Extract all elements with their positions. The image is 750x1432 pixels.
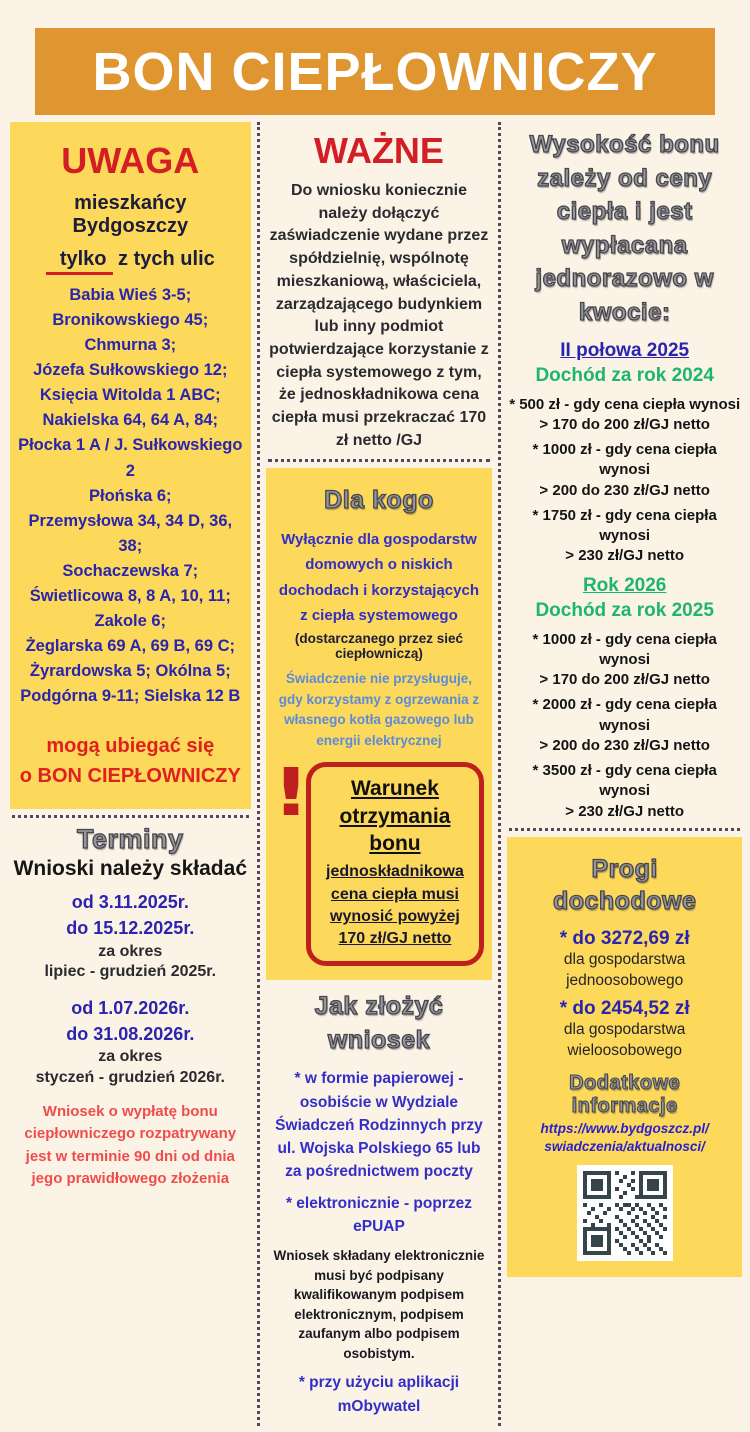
street-list (16, 283, 245, 709)
street-item: Księcia Witolda 1 ABC; (39, 386, 221, 405)
progi-panel (507, 837, 742, 1277)
period-2025-income: Dochód za rok 2024 (535, 364, 714, 386)
qr-code-image (577, 1165, 673, 1261)
vertical-divider (498, 122, 501, 1426)
threshold1-desc (515, 950, 734, 992)
processing-note: Wniosek o wypłatę bonu ciepłowniczego rozpatrywany jest w terminie 90 dni od dnia jego prawidłowego złożenia (24, 1102, 237, 1188)
submit-option-epuap: * elektronicznie - poprzez ePUAP (285, 1194, 472, 1235)
dla-kogo-panel (266, 468, 493, 980)
period-2025-title: II połowa 2025 (560, 339, 690, 361)
subtitle2-rest: z tych ulic (112, 248, 215, 270)
tier-range: > 170 do 200 zł/GJ netto (539, 671, 710, 689)
tier-row (507, 506, 742, 567)
tier-amount: * 2000 zł - gdy cena ciepła wynosi (532, 696, 717, 734)
cta-line2: o BON CIEPŁOWNICZY (19, 765, 241, 788)
dotted-divider (268, 459, 491, 462)
wazne-text: Do wniosku koniecznie należy dołączyć zaświadczenie wydane przez spółdzielnię, wspólnotę mieszkaniową, właściciela, zarządzającego budynkiem lub inny podmiot potwierdzające korzystanie z ciepła systemowego z tym, że jednoskładnikowa cena ciepła musi przekraczać 170 zł netto /GJ (269, 182, 489, 449)
tier-range: > 170 do 200 zł/GJ netto (539, 415, 710, 433)
warunek-text: jednoskładnikowa cena ciepła musi wynosić powyżej 170 zł/GJ netto (326, 863, 464, 948)
jak-title-line1: Jak złożyć (314, 991, 444, 1020)
tier-amount: * 500 zł - gdy cena ciepła wynosi (509, 395, 741, 413)
uwaga-title: UWAGA (61, 140, 200, 181)
tier-row (507, 761, 742, 822)
period-2026-block (507, 575, 742, 822)
period2-range: styczeń - grudzień 2026r. (35, 1069, 225, 1087)
street-item: Płocka 1 A / J. Sułkowskiego 2 (18, 436, 243, 480)
progi-title-line2: dochodowe (552, 887, 697, 916)
cta-line1: mogą ubiegać się (46, 735, 215, 758)
street-item: Świetlicowa 8, 8 A, 10, 11; (29, 586, 231, 605)
tier-range: > 200 do 230 zł/GJ netto (539, 481, 710, 499)
street-item: Żeglarska 69 A, 69 B, 69 C; (25, 637, 235, 656)
period1-from: od 3.11.2025r. (71, 892, 189, 913)
tier-amount: * 1000 zł - gdy cena ciepła wynosi (532, 441, 717, 479)
underlined-word: tylko (46, 248, 113, 275)
cta-text (16, 731, 245, 791)
dotted-divider (509, 828, 740, 831)
uwaga-subtitle2 (16, 248, 245, 271)
bonus-intro: Wysokość bonu zależy od ceny ciepła i jest wypłacana jednorazowo w kwocie: (529, 131, 720, 326)
warunek-section (271, 754, 485, 965)
uwaga-subtitle: mieszkańcy Bydgoszczy (72, 192, 189, 237)
info-title: Dodatkowe informacje (569, 1071, 681, 1117)
progi-title (515, 853, 734, 918)
period1-to: do 15.12.2025r. (66, 918, 195, 939)
terminy-title: Terminy (77, 824, 184, 855)
street-item: Babia Wieś 3-5; (69, 286, 192, 304)
wazne-title: WAŻNE (313, 130, 444, 171)
threshold1-desc-line1: dla gospodarstwa (563, 950, 686, 968)
submit-option-mobywatel: * przy użyciu aplikacji mObywatel (298, 1374, 460, 1415)
left-column (10, 122, 251, 1426)
progi-title-line1: Progi (591, 854, 658, 883)
threshold1-desc-line2: jednoosobowego (566, 971, 684, 989)
jak-title-line2: wniosek (327, 1025, 431, 1054)
period-2026-title: Rok 2026 (582, 574, 667, 596)
street-item: Płońska 6; (89, 486, 172, 505)
warunek-box (306, 762, 485, 965)
exclamation-icon: ! (271, 754, 310, 832)
street-item: Żyrardowska 5; Okólna 5; (29, 662, 231, 681)
period2-to: do 31.08.2026r. (66, 1024, 195, 1045)
street-item: Sochaczewska 7; (62, 561, 199, 580)
tier-row (507, 395, 742, 436)
right-column (507, 122, 742, 1426)
street-item: Przemysłowa 34, 34 D, 36, 38; (28, 511, 233, 555)
dla-kogo-text: Wyłącznie dla gospodarstw domowych o niskich dochodach i korzystających z ciepła systemowego (278, 530, 479, 625)
submit-option-paper: * w formie papierowej - osobiście w Wydziale Świadczeń Rodzinnych przy ul. Wojska Polskiego 65 lub za pośrednictwem poczty (275, 1070, 483, 1181)
tier-range: > 230 zł/GJ netto (565, 802, 685, 820)
period1-range: lipiec - grudzień 2025r. (44, 963, 217, 981)
warunek-title-line2: otrzymania bonu (339, 804, 451, 855)
street-item: Podgórna 9-11; Sielska 12 B (20, 687, 241, 706)
jak-zlozyc-title (266, 990, 493, 1058)
info-url-line2: swiadczenia/aktualnosci/ (544, 1139, 705, 1155)
uwaga-panel (10, 122, 251, 809)
dotted-divider (12, 815, 249, 818)
dla-kogo-title: Dla kogo (324, 485, 434, 514)
street-item: Bronikowskiego 45; (52, 311, 209, 330)
threshold2-desc-line1: dla gospodarstwa (563, 1020, 686, 1038)
threshold2-desc-line2: wieloosobowego (567, 1041, 682, 1059)
street-item: Zakole 6; (94, 612, 167, 631)
period1-label: za okres (98, 942, 163, 960)
content-columns (0, 122, 750, 1432)
tier-row (507, 630, 742, 691)
info-url-line1: https://www.bydgoszcz.pl/ (540, 1120, 709, 1136)
period2-from: od 1.07.2026r. (71, 998, 190, 1019)
tier-amount: * 3500 zł - gdy cena ciepła wynosi (532, 762, 717, 800)
street-item: Nakielska 64, 64 A, 84; (42, 411, 219, 430)
vertical-divider (257, 122, 260, 1426)
period-2026-income: Dochód za rok 2025 (535, 599, 714, 621)
electronic-signature-note: Wniosek składany elektronicznie musi być podpisany kwalifikowanym podpisem elektronicznym, podpisem zaufanym albo podpisem osobistym. (273, 1248, 485, 1361)
tier-row (507, 695, 742, 756)
info-url-link[interactable] (515, 1120, 734, 1158)
warunek-title-line1: Warunek (351, 777, 439, 801)
warunek-title (317, 775, 474, 857)
tier-range: > 230 zł/GJ netto (565, 547, 685, 565)
street-item: Chmurna 3; (84, 336, 177, 355)
header-banner (35, 28, 715, 115)
tier-amount: * 1000 zł - gdy cena ciepła wynosi (532, 630, 717, 668)
period-2025-block (507, 340, 742, 567)
tier-amount: * 1750 zł - gdy cena ciepła wynosi (532, 506, 717, 545)
page-title: BON CIEPŁOWNICZY (92, 41, 658, 102)
dla-kogo-note: (dostarczanego przez sieć ciepłowniczą) (294, 630, 463, 661)
tier-row (507, 440, 742, 501)
period2-label: za okres (98, 1048, 163, 1066)
street-item: Józefa Sułkowskiego 12; (33, 361, 228, 380)
threshold2-desc (515, 1020, 734, 1062)
terminy-section (10, 824, 251, 1191)
exclusion-text: Świadczenie nie przysługuje, gdy korzystamy z ogrzewania z własnego kotła gazowego lub energii elektrycznej (278, 670, 480, 749)
middle-column (266, 122, 493, 1426)
threshold1-amount: * do 3272,69 zł (559, 927, 690, 949)
tier-range: > 200 do 230 zł/GJ netto (539, 736, 710, 754)
threshold2-amount: * do 2454,52 zł (559, 997, 690, 1019)
terminy-subtitle: Wnioski należy składać (13, 857, 247, 881)
